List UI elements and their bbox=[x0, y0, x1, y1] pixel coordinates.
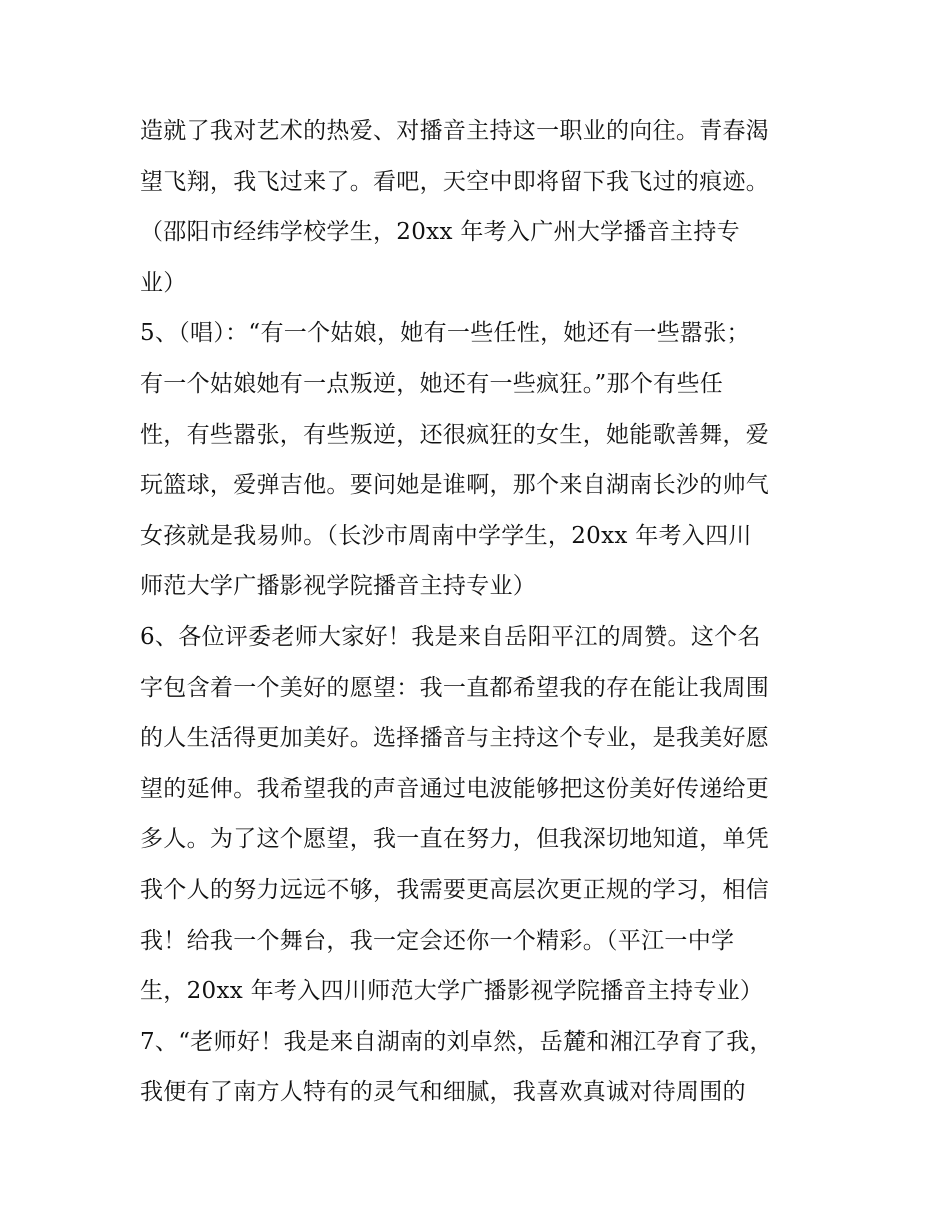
text-line: 造就了我对艺术的热爱、对播音主持这一职业的向往。青春渴 bbox=[140, 118, 770, 144]
text-line: 的人生活得更加美好。选择播音与主持这个专业，是我美好愿 bbox=[140, 725, 770, 752]
text-line: 6、各位评委老师大家好！我是来自岳阳平江的周赞。这个名 bbox=[140, 623, 761, 650]
text-line: 性，有些嚣张，有些叛逆，还很疯狂的女生，她能歌善舞，爱 bbox=[140, 421, 770, 448]
text-line: 有一个姑娘她有一点叛逆，她还有一些疯狂。”那个有些任 bbox=[140, 370, 724, 397]
text-line: 女孩就是我易帅。（长沙市周南中学学生，20xx 年考入四川 bbox=[140, 522, 752, 549]
text-line: 多人。为了这个愿望，我一直在努力，但我深切地知道，单凭 bbox=[140, 826, 770, 853]
document-body bbox=[140, 106, 830, 1118]
text-line: 我便有了南方人特有的灵气和细腻，我喜欢真诚对待周围的 bbox=[140, 1079, 746, 1106]
text-line: 业） bbox=[140, 269, 187, 296]
text-line: 字包含着一个美好的愿望：我一直都希望我的存在能让我周围 bbox=[140, 674, 770, 701]
text-line: 我个人的努力远远不够，我需要更高层次更正规的学习，相信 bbox=[140, 876, 770, 903]
text-line: 师范大学广播影视学院播音主持专业） bbox=[140, 573, 537, 600]
text-line: 5、（唱）：“有一个姑娘，她有一些任性，她还有一些嚣张； bbox=[140, 320, 750, 347]
text-line: 玩篮球，爱弹吉他。要问她是谁啊，那个来自湖南长沙的帅气 bbox=[140, 472, 770, 499]
text-line: 7、“老师好！我是来自湖南的刘卓然，岳麓和湘江孕育了我， bbox=[140, 1028, 773, 1055]
text-line: 生，20xx 年考入四川师范大学广播影视学院播音主持专业） bbox=[140, 978, 764, 1005]
text-line: 望飞翔，我飞过来了。看吧，天空中即将留下我飞过的痕迹。 bbox=[140, 168, 770, 195]
text-line: （邵阳市经纬学校学生，20xx 年考入广州大学播音主持专 bbox=[140, 219, 740, 246]
text-line: 我！给我一个舞台，我一定会还你一个精彩。（平江一中学 bbox=[140, 927, 735, 954]
text-line: 望的延伸。我希望我的声音通过电波能够把这份美好传递给更 bbox=[140, 775, 770, 802]
